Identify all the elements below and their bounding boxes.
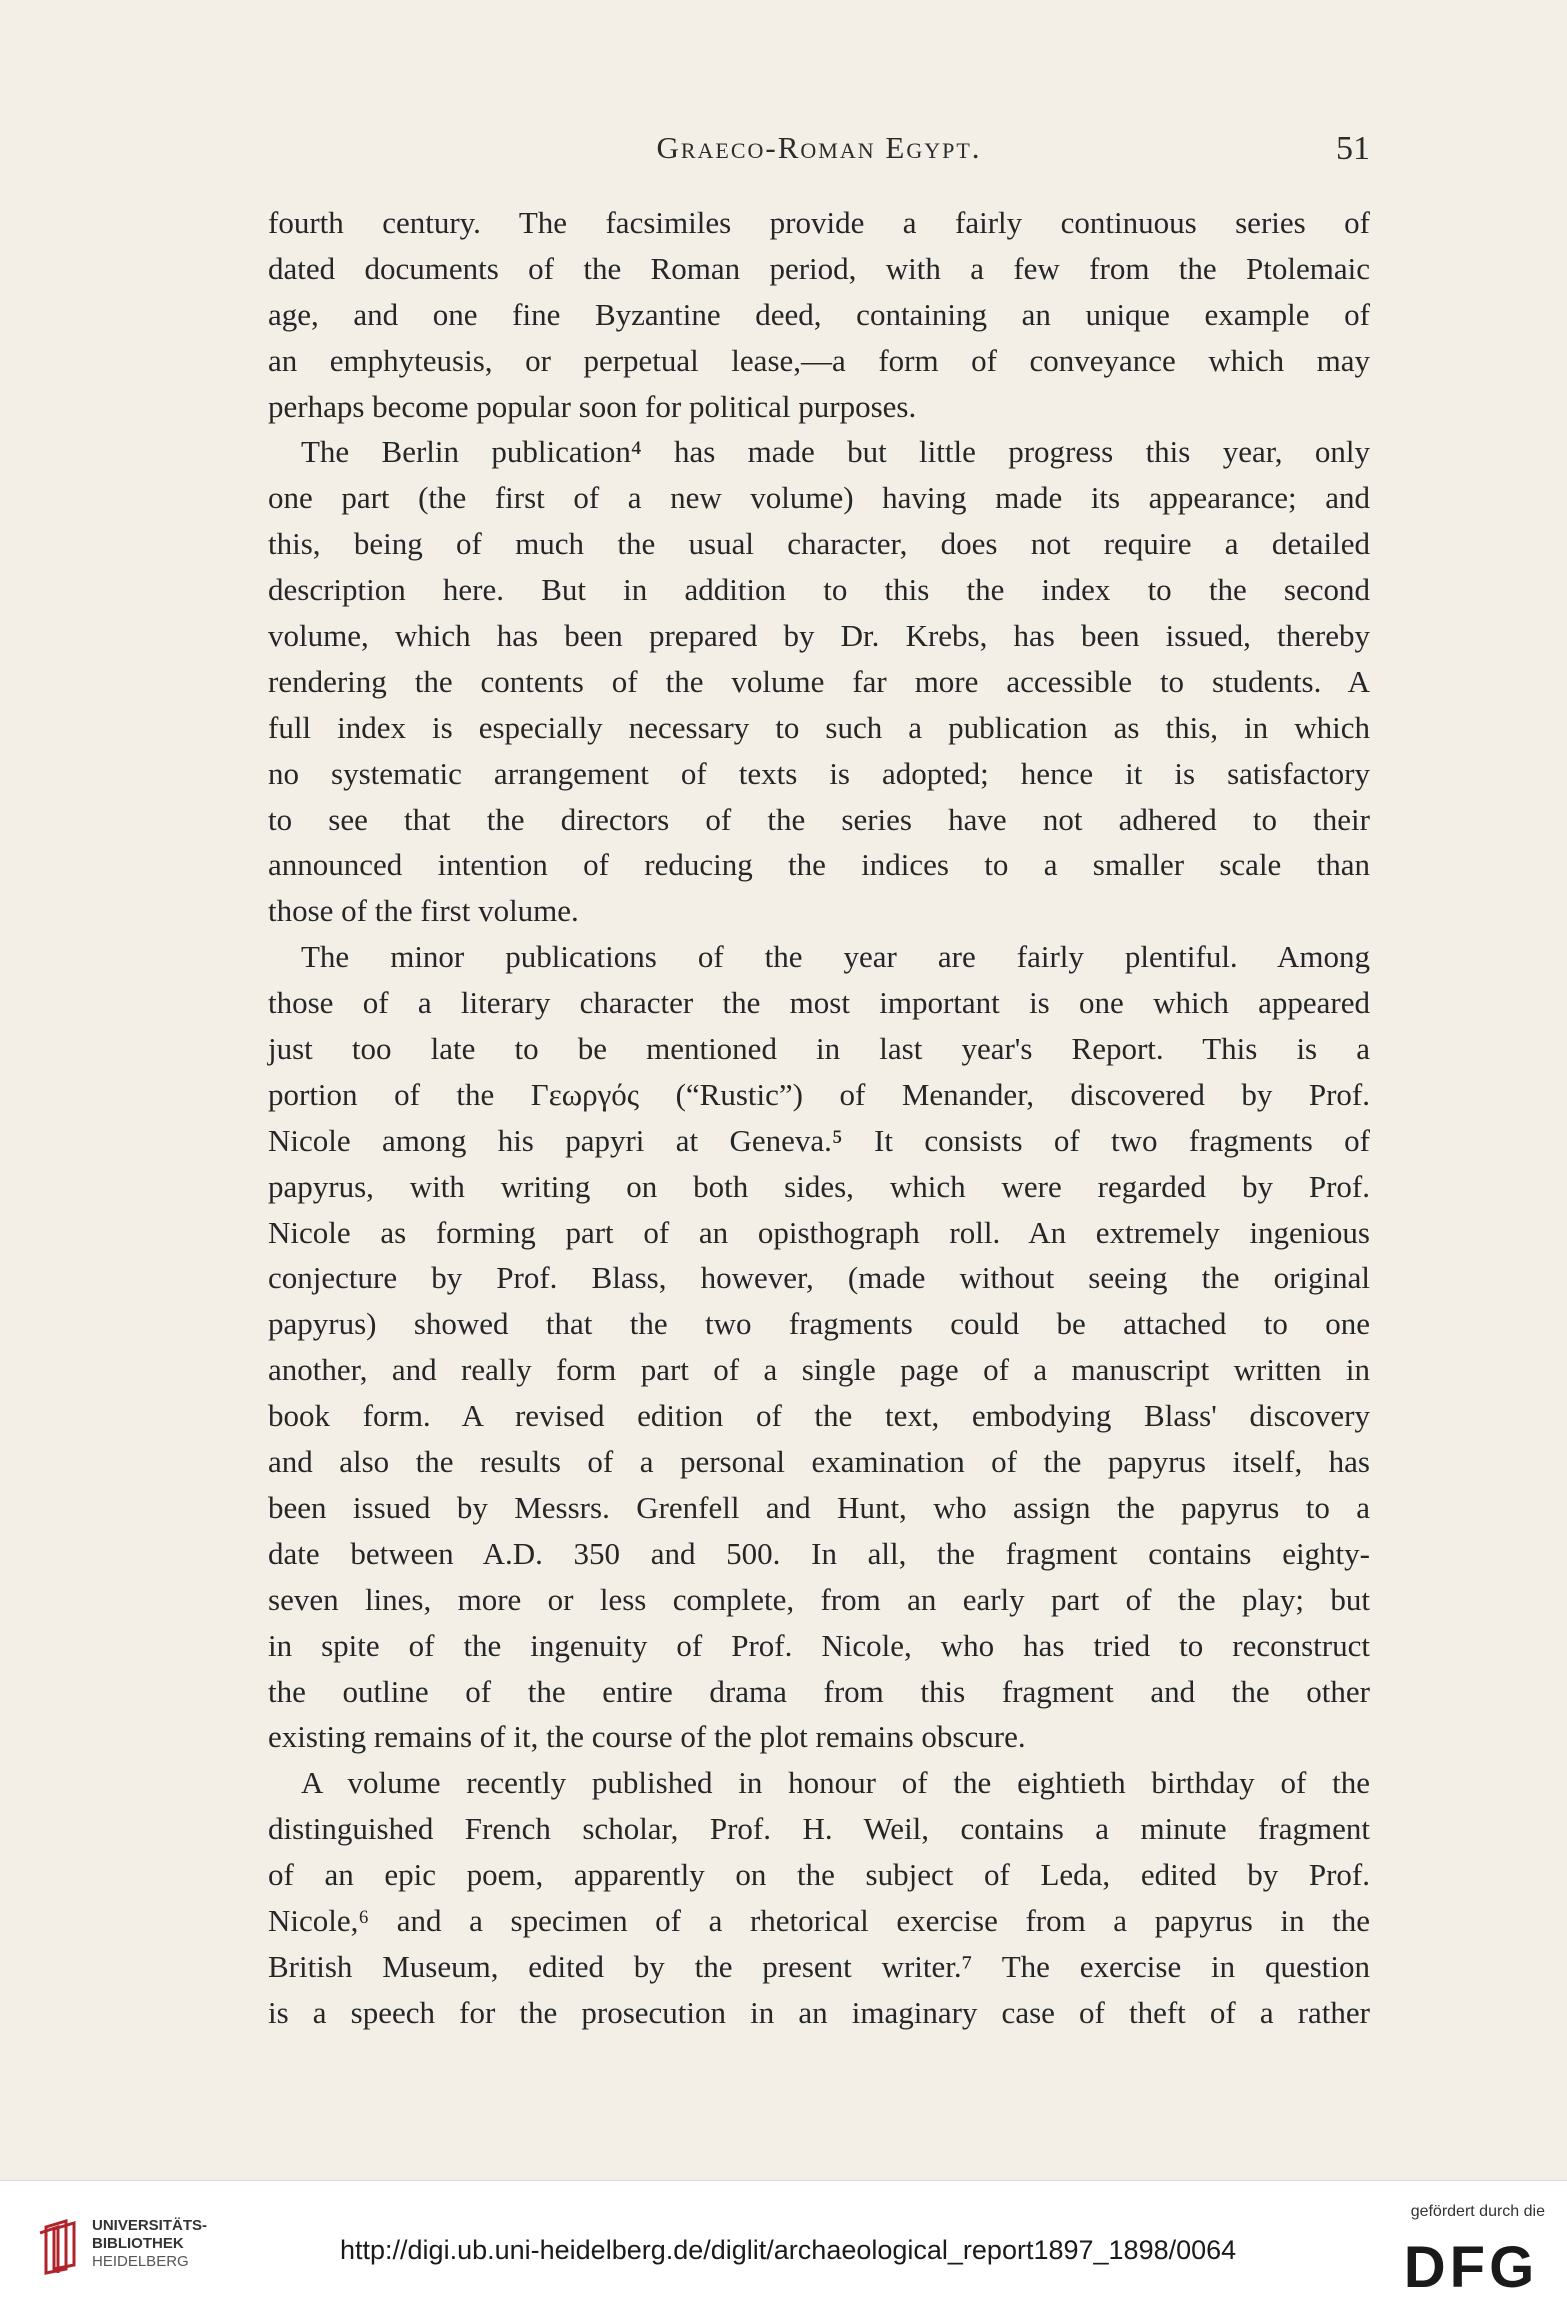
text-line: distinguished French scholar, Prof. H. Weil, contains a minute fragment bbox=[268, 1811, 1370, 1847]
text-line: existing remains of it, the course of the plot remains obscure. bbox=[268, 1719, 1026, 1755]
text-line: volume, which has been prepared by Dr. Krebs, has been issued, thereby bbox=[268, 618, 1370, 654]
text-line: just too late to be mentioned in last year's Report. This is a bbox=[268, 1031, 1370, 1067]
text-line: conjecture by Prof. Blass, however, (made without seeing the original bbox=[268, 1260, 1370, 1296]
dfg-logo-text: DFG bbox=[1403, 2235, 1539, 2295]
text-line: been issued by Messrs. Grenfell and Hunt, who assign the papyrus to a bbox=[268, 1489, 1370, 1525]
dfg-logo bbox=[1397, 2233, 1545, 2295]
text-line: fourth century. The facsimiles provide a fairly continuous series of bbox=[268, 205, 1370, 240]
text-line: and also the results of a personal examination of the papyrus itself, has bbox=[268, 1444, 1370, 1480]
text-line: The minor publications of the year are fairly plentiful. Among bbox=[301, 939, 1370, 975]
text-line: those of the first volume. bbox=[268, 893, 579, 929]
text-line: this, being of much the usual character, does not require a detailed bbox=[268, 526, 1370, 562]
running-title: Graeco-Roman Egypt. bbox=[656, 130, 982, 165]
page-header bbox=[268, 130, 1370, 180]
text-line: description here. But in addition to this the index to the second bbox=[268, 572, 1370, 608]
text-line: in spite of the ingenuity of Prof. Nicole, who has tried to reconstruct bbox=[268, 1627, 1370, 1663]
text-line: The Berlin publication⁴ has made but little progress this year, only bbox=[301, 434, 1370, 470]
digitization-footer bbox=[0, 2180, 1567, 2314]
text-line: dated documents of the Roman period, with a few from the Ptolemaic bbox=[268, 250, 1370, 286]
text-line: perhaps become popular soon for political purposes. bbox=[268, 388, 917, 424]
library-name-line: HEIDELBERG bbox=[92, 2253, 189, 2270]
text-line: Nicole,⁶ and a specimen of a rhetorical exercise from a papyrus in the bbox=[268, 1902, 1370, 1938]
text-line: book form. A revised edition of the text, embodying Blass' discovery bbox=[268, 1398, 1370, 1434]
text-line: the outline of the entire drama from this fragment and the other bbox=[268, 1673, 1370, 1709]
text-line: rendering the contents of the volume far more accessible to students. A bbox=[268, 663, 1370, 699]
text-line: to see that the directors of the series have not adhered to their bbox=[268, 801, 1370, 837]
text-line: of an epic poem, apparently on the subject of Leda, edited by Prof. bbox=[268, 1857, 1370, 1893]
text-line: age, and one fine Byzantine deed, containing an unique example of bbox=[268, 296, 1370, 332]
body-text bbox=[268, 200, 1370, 2036]
text-line: full index is especially necessary to such a publication as this, in which bbox=[268, 709, 1370, 745]
text-line: British Museum, edited by the present writer.⁷ The exercise in question bbox=[268, 1948, 1370, 1984]
text-line: no systematic arrangement of texts is adopted; hence it is satisfactory bbox=[268, 755, 1370, 791]
text-line: papyrus, with writing on both sides, which were regarded by Prof. bbox=[268, 1168, 1370, 1204]
page-number: 51 bbox=[1336, 130, 1370, 167]
library-name bbox=[92, 2217, 207, 2271]
text-line: portion of the Γεωργός (“Rustic”) of Menander, discovered by Prof. bbox=[268, 1076, 1370, 1112]
text-line: one part (the first of a new volume) having made its appearance; and bbox=[268, 480, 1370, 516]
text-line: is a speech for the prosecution in an imaginary case of theft of a rather bbox=[268, 1994, 1370, 2030]
library-name-line: UNIVERSITÄTS- bbox=[92, 2217, 208, 2234]
library-name-line: BIBLIOTHEK bbox=[92, 2235, 184, 2252]
funding-note: gefördert durch die bbox=[1410, 2203, 1545, 2220]
source-url[interactable]: http://digi.ub.uni-heidelberg.de/diglit/archaeological_report1897_1898/0064 bbox=[340, 2235, 1237, 2265]
text-line: Nicole among his papyri at Geneva.⁵ It consists of two fragments of bbox=[268, 1122, 1370, 1158]
text-line: another, and really form part of a single page of a manuscript written in bbox=[268, 1352, 1370, 1388]
text-line: seven lines, more or less complete, from an early part of the play; but bbox=[268, 1581, 1370, 1617]
text-line: an emphyteusis, or perpetual lease,—a form of conveyance which may bbox=[268, 342, 1370, 378]
text-line: announced intention of reducing the indices to a smaller scale than bbox=[268, 847, 1370, 883]
text-line: papyrus) showed that the two fragments could be attached to one bbox=[268, 1306, 1370, 1342]
library-logo-icon bbox=[36, 2219, 86, 2275]
text-line: date between A.D. 350 and 500. In all, the fragment contains eighty- bbox=[268, 1535, 1370, 1571]
text-line: A volume recently published in honour of the eightieth birthday of the bbox=[301, 1765, 1370, 1801]
text-line: Nicole as forming part of an opisthograph roll. An extremely ingenious bbox=[268, 1214, 1370, 1250]
text-line: those of a literary character the most important is one which appeared bbox=[268, 985, 1370, 1021]
